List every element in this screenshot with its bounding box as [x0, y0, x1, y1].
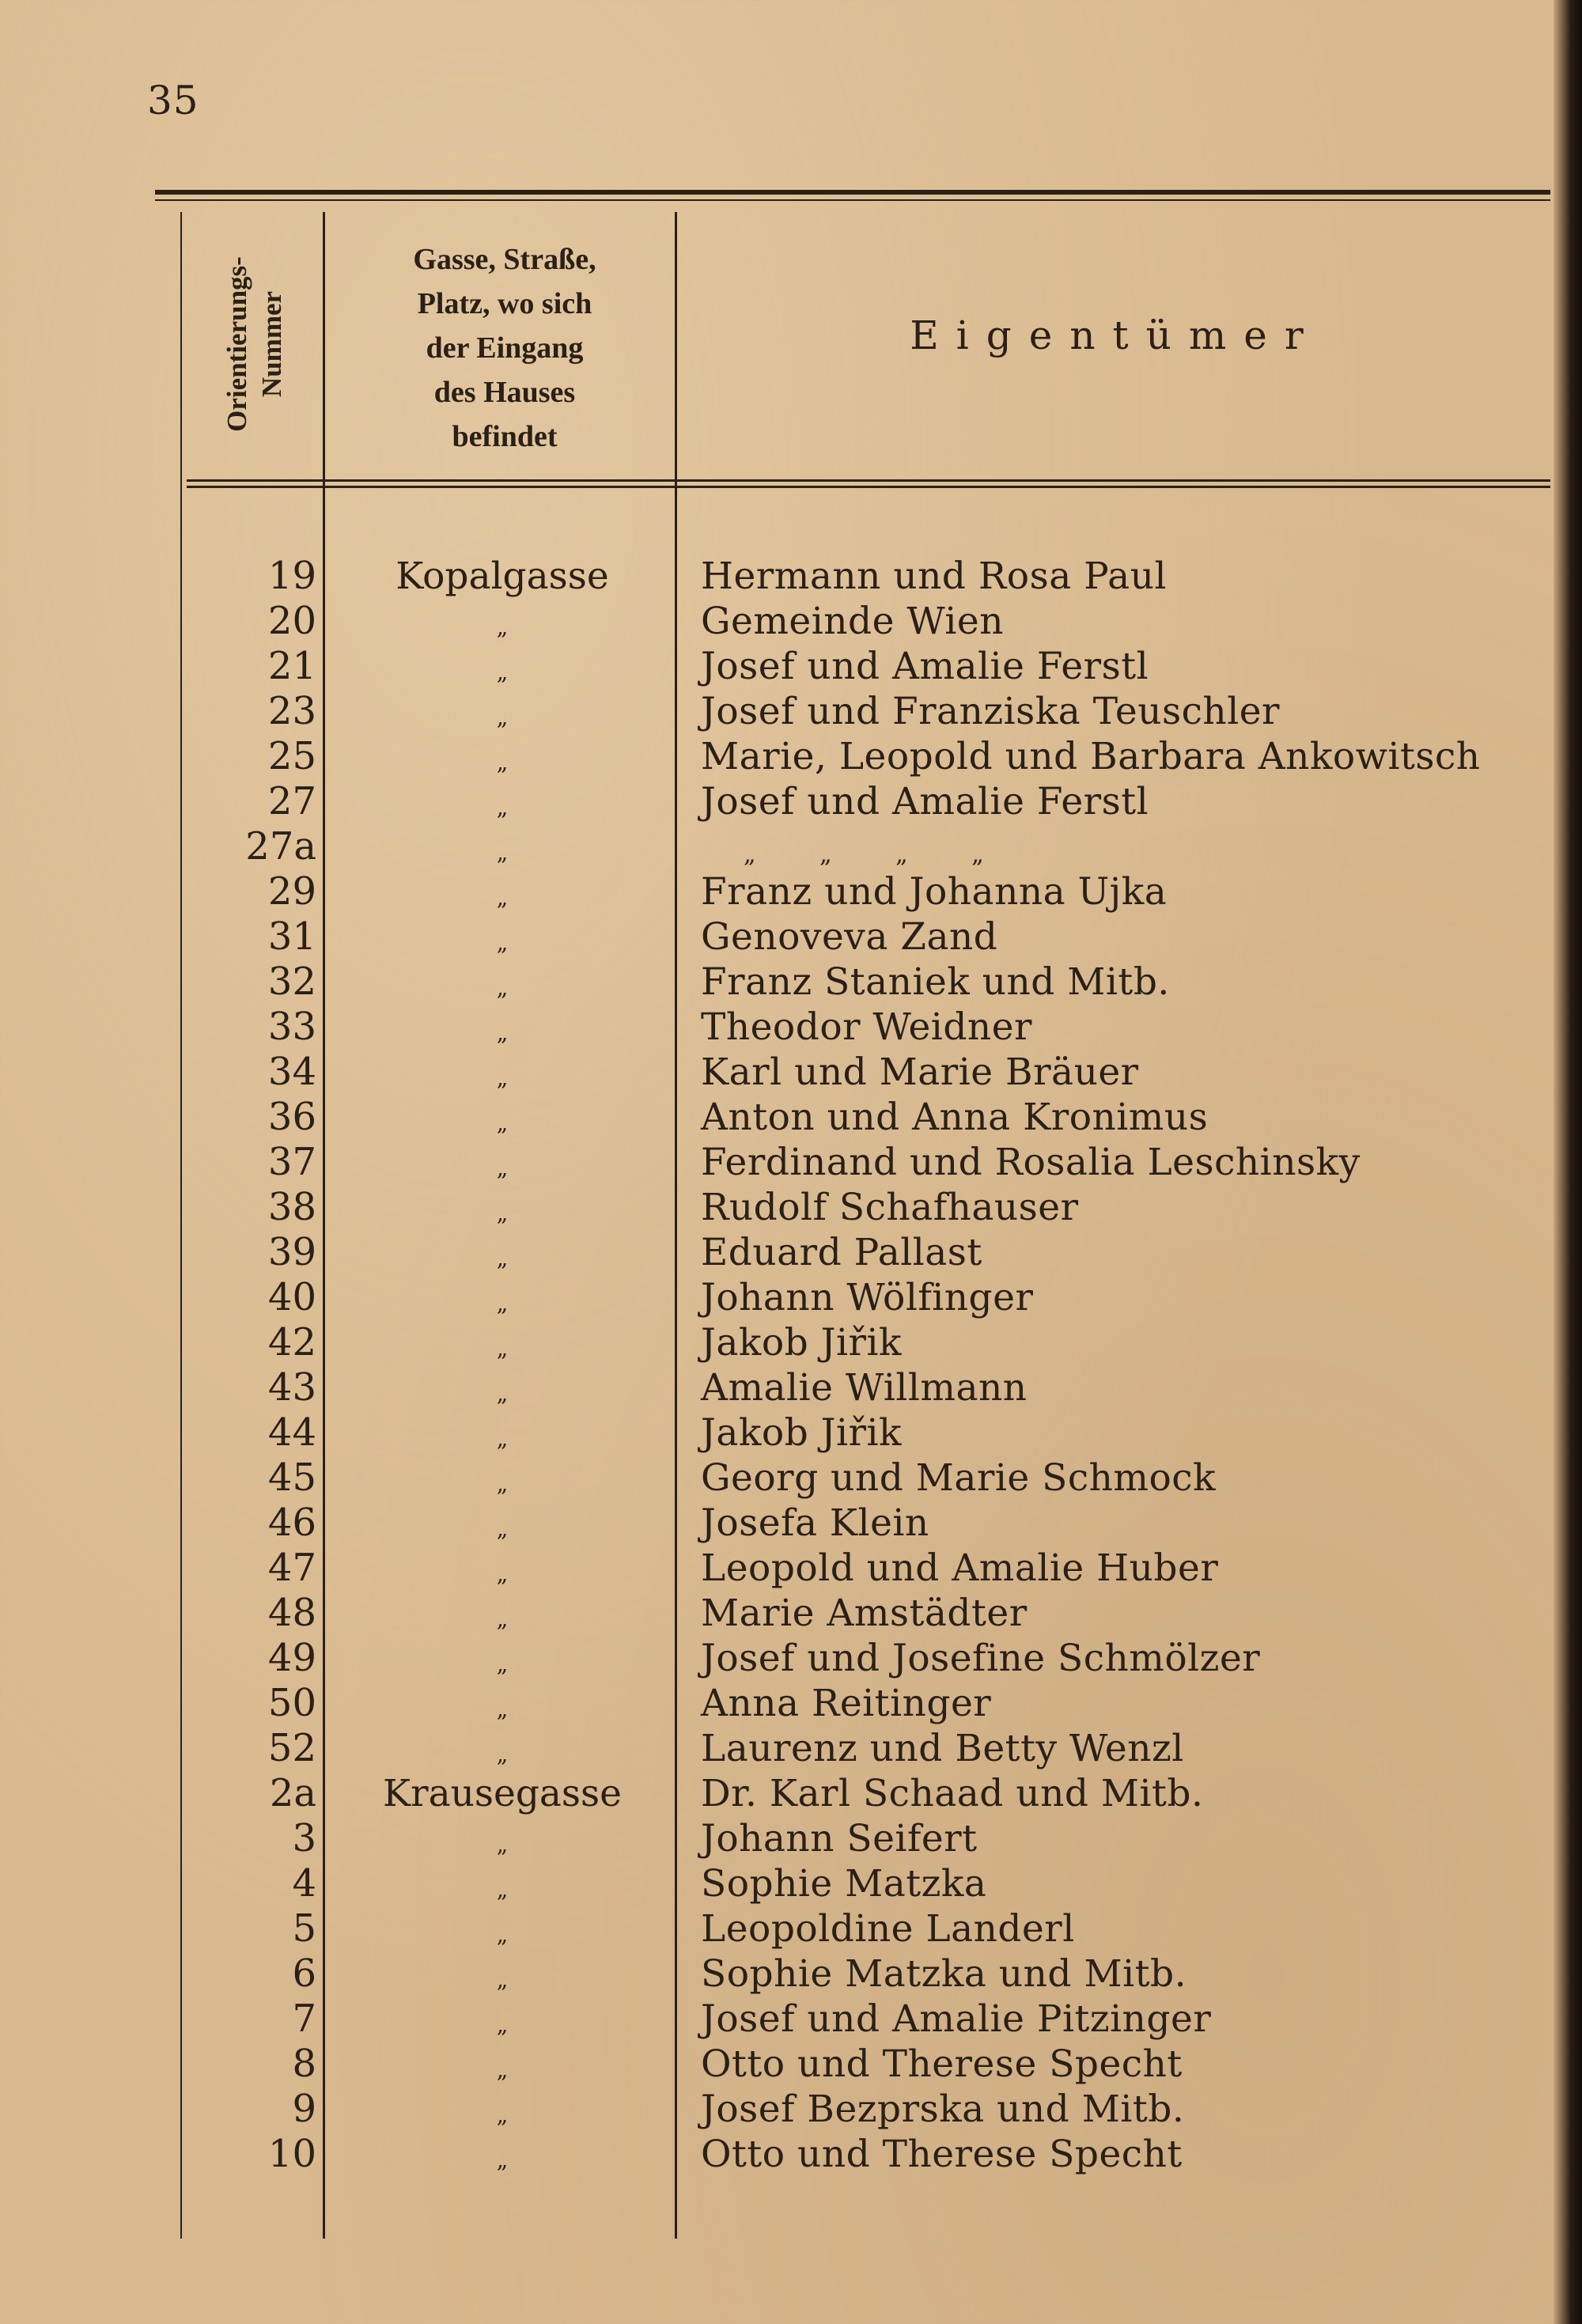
table-row — [0, 1275, 1582, 1320]
table-row — [0, 1140, 1582, 1185]
street-name: „ — [496, 1245, 509, 1271]
table-row — [0, 1906, 1582, 1951]
page-number: 35 — [147, 78, 199, 123]
table-row — [0, 1230, 1582, 1275]
orientation-number: 52 — [267, 1726, 316, 1770]
owner-name: Leopold und Amalie Huber — [701, 1546, 1219, 1590]
table-row — [0, 689, 1582, 734]
table-row — [0, 644, 1582, 689]
orientation-number: 9 — [292, 2087, 316, 2131]
owner-name: Johann Seifert — [701, 1817, 978, 1860]
table-row — [0, 1726, 1582, 1771]
owner-name: Josefa Klein — [701, 1501, 929, 1545]
street-name: „ — [496, 884, 509, 910]
orientation-number: 50 — [267, 1681, 316, 1725]
orientation-number: 23 — [267, 689, 316, 733]
table-row — [0, 1997, 1582, 2042]
owner-name: Josef und Franziska Teuschler — [701, 690, 1281, 733]
owner-name: Eduard Pallast — [701, 1231, 982, 1274]
table-row — [0, 1816, 1582, 1861]
street-name: „ — [496, 839, 509, 865]
top-rule-thin — [155, 199, 1550, 201]
table-row — [0, 1951, 1582, 1997]
table-row — [0, 1771, 1582, 1816]
table-row — [0, 960, 1582, 1005]
street-name: „ — [496, 1921, 509, 1947]
street-name: „ — [496, 659, 509, 685]
table-row — [0, 1636, 1582, 1681]
street-name: „ — [496, 1606, 509, 1632]
street-name: „ — [496, 1516, 509, 1542]
orientation-number: 48 — [267, 1591, 316, 1635]
street-name: Kopalgasse — [396, 555, 609, 598]
street-name: „ — [496, 1876, 509, 1902]
orientation-number: 39 — [267, 1230, 316, 1274]
orientation-number: 36 — [267, 1095, 316, 1139]
table-row — [0, 1455, 1582, 1501]
header-rule-top — [187, 479, 1550, 482]
orientation-number: 47 — [267, 1546, 316, 1590]
header-owner: Eigentümer — [910, 312, 1321, 358]
owner-name: Gemeinde Wien — [701, 600, 1004, 643]
owner-name: Genoveva Zand — [701, 915, 998, 959]
orientation-number: 33 — [267, 1005, 316, 1049]
header-street: Gasse, Straße, Platz, wo sich der Eingang des Hauses befindet — [413, 243, 596, 453]
owner-name: Dr. Karl Schaad und Mitb. — [701, 1772, 1204, 1815]
table-row — [0, 1005, 1582, 1050]
orientation-number: 43 — [267, 1365, 316, 1410]
street-name: „ — [496, 1831, 509, 1857]
orientation-number: 44 — [267, 1410, 316, 1455]
owner-name: Karl und Marie Bräuer — [701, 1050, 1139, 1094]
orientation-number: 32 — [267, 960, 316, 1004]
orientation-number: 7 — [292, 1997, 316, 2041]
orientation-number: 31 — [267, 914, 316, 959]
street-name: „ — [496, 749, 509, 775]
table-row — [0, 824, 1582, 869]
street-name: „ — [496, 1380, 509, 1406]
orientation-number: 5 — [292, 1906, 316, 1951]
street-name: „ — [496, 2147, 509, 2173]
orientation-number: 34 — [267, 1050, 316, 1094]
owner-name: Marie, Leopold und Barbara Ankowitsch — [701, 735, 1481, 778]
owner-name: Johann Wölfinger — [701, 1276, 1034, 1319]
street-name: „ — [496, 1651, 509, 1677]
owner-name: Franz Staniek und Mitb. — [701, 960, 1170, 1004]
owner-name: Theodor Weidner — [701, 1005, 1032, 1049]
table-row — [0, 914, 1582, 960]
owner-name: Josef und Amalie Ferstl — [701, 645, 1149, 688]
table-row — [0, 1050, 1582, 1095]
owner-name: Josef Bezprska und Mitb. — [701, 2087, 1185, 2131]
table-row — [0, 779, 1582, 824]
table-row — [0, 2132, 1582, 2177]
owner-name: Amalie Willmann — [701, 1366, 1028, 1410]
owner-name: Laurenz und Betty Wenzl — [701, 1727, 1184, 1770]
street-name: „ — [496, 1155, 509, 1181]
orientation-number: 40 — [267, 1275, 316, 1319]
street-name: „ — [496, 614, 509, 640]
orientation-number: 6 — [292, 1951, 316, 1996]
street-name: „ — [496, 2012, 509, 2038]
orientation-number: 2a — [269, 1771, 316, 1815]
orientation-number: 45 — [267, 1455, 316, 1500]
street-name: „ — [496, 1425, 509, 1452]
street-name: „ — [496, 794, 509, 820]
table-row — [0, 1501, 1582, 1546]
owner-name: Josef und Josefine Schmölzer — [701, 1637, 1261, 1680]
table-row — [0, 554, 1582, 599]
street-name: „ — [496, 1020, 509, 1046]
orientation-number: 29 — [267, 869, 316, 914]
table-row — [0, 1185, 1582, 1230]
owner-name: Georg und Marie Schmock — [701, 1456, 1217, 1500]
table-row — [0, 1861, 1582, 1906]
street-name: Krausegasse — [383, 1772, 622, 1815]
header-orientation-label: Orientierungs- Nummer — [221, 256, 287, 432]
owner-name: Sophie Matzka — [701, 1862, 987, 1906]
orientation-number: 42 — [267, 1320, 316, 1364]
owner-name: Leopoldine Landerl — [701, 1907, 1075, 1951]
orientation-number: 8 — [292, 2042, 316, 2086]
header-orientation-number — [184, 214, 326, 475]
table-row — [0, 599, 1582, 644]
orientation-number: 38 — [267, 1185, 316, 1229]
owner-name: Otto und Therese Specht — [701, 2042, 1183, 2086]
street-name: „ — [496, 1966, 509, 1993]
table-row — [0, 2042, 1582, 2087]
orientation-number: 49 — [267, 1636, 316, 1680]
orientation-number: 27 — [267, 779, 316, 823]
table-row — [0, 869, 1582, 914]
owner-name: Jakob Jiřik — [701, 1411, 903, 1455]
street-name: „ — [496, 1200, 509, 1226]
street-name: „ — [496, 1335, 509, 1361]
orientation-number: 21 — [267, 644, 316, 688]
street-name: „ — [496, 975, 509, 1001]
owner-name: Sophie Matzka und Mitb. — [701, 1952, 1187, 1996]
orientation-number: 25 — [267, 734, 316, 778]
street-name: „ — [496, 704, 509, 730]
orientation-number: 3 — [292, 1816, 316, 1860]
header-rule-bottom — [187, 486, 1550, 488]
table-row — [0, 1591, 1582, 1636]
owner-name: Hermann und Rosa Paul — [701, 555, 1168, 598]
orientation-number: 19 — [267, 554, 316, 598]
street-name: „ — [496, 2102, 509, 2128]
orientation-number: 20 — [267, 599, 316, 643]
owner-name: Josef und Amalie Ferstl — [701, 780, 1149, 823]
top-rule-thick — [155, 190, 1550, 195]
street-name: „ — [496, 1696, 509, 1722]
orientation-number: 10 — [267, 2132, 316, 2176]
street-name: „ — [496, 1065, 509, 1091]
street-name: „ — [496, 2057, 509, 2083]
orientation-number: 27a — [245, 824, 316, 869]
street-name: „ — [496, 1741, 509, 1767]
table-row — [0, 1365, 1582, 1410]
table-row — [0, 1681, 1582, 1726]
owner-name: Rudolf Schafhauser — [701, 1186, 1079, 1229]
table-row — [0, 1546, 1582, 1591]
table-row — [0, 1410, 1582, 1455]
table-row — [0, 1320, 1582, 1365]
street-name: „ — [496, 1290, 509, 1316]
owner-name: Jakob Jiřik — [701, 1321, 903, 1364]
owner-name: Marie Amstädter — [701, 1592, 1028, 1635]
owner-name: Anna Reitinger — [701, 1682, 992, 1725]
street-name: „ — [496, 929, 509, 956]
street-name: „ — [496, 1470, 509, 1497]
owner-name: Anton und Anna Kronimus — [701, 1096, 1209, 1139]
table-row — [0, 734, 1582, 779]
owner-name: „ „ „ „ — [744, 841, 985, 869]
orientation-number: 37 — [267, 1140, 316, 1184]
orientation-number: 4 — [292, 1861, 316, 1906]
owner-name: Josef und Amalie Pitzinger — [701, 1997, 1212, 2041]
owner-name: Franz und Johanna Ujka — [701, 870, 1168, 914]
street-name: „ — [496, 1110, 509, 1136]
street-name: „ — [496, 1561, 509, 1587]
owner-name: Otto und Therese Specht — [701, 2133, 1183, 2176]
table-row — [0, 1095, 1582, 1140]
table-row — [0, 2087, 1582, 2132]
owner-name: Ferdinand und Rosalia Leschinsky — [701, 1141, 1361, 1184]
orientation-number: 46 — [267, 1501, 316, 1545]
